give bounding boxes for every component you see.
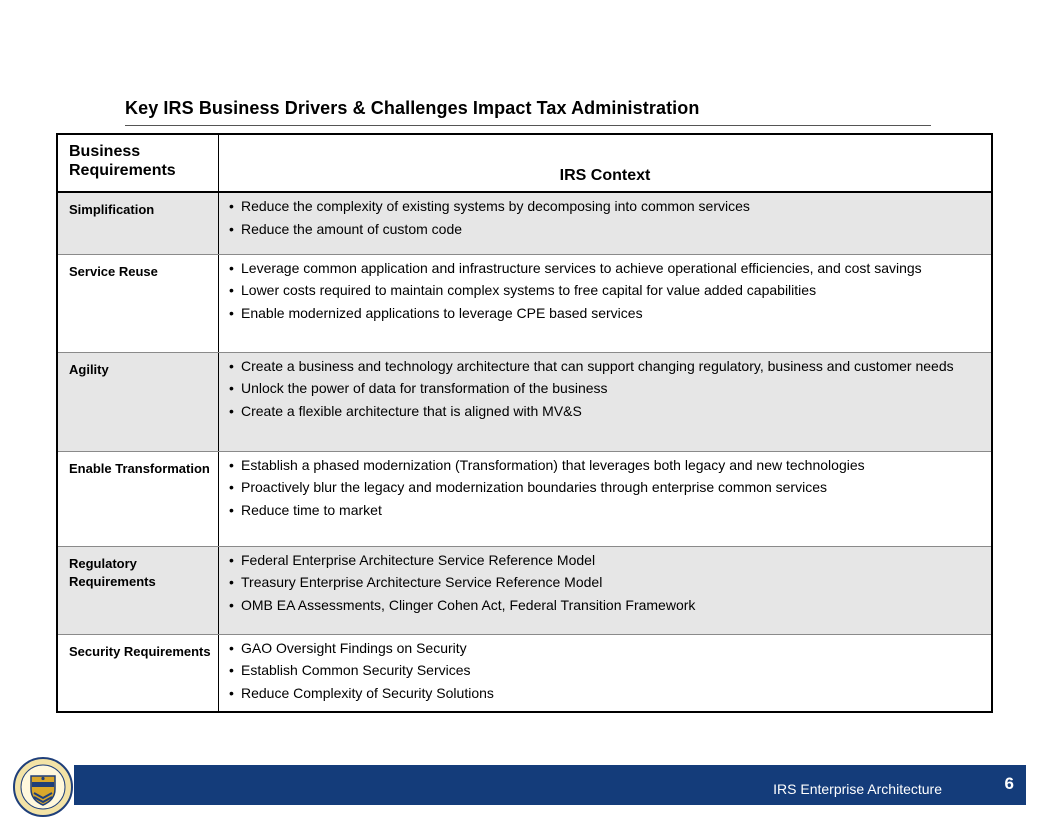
req-name-cell	[57, 352, 219, 451]
context-item: • Unlock the power of data for transformation of the business	[229, 380, 981, 398]
context-item: • Reduce the complexity of existing systems by decomposing into common services	[229, 198, 981, 216]
req-name: Service Reuse	[69, 263, 158, 279]
table-row	[57, 546, 992, 634]
footer-label: IRS Enterprise Architecture	[773, 781, 942, 797]
context-item: • Enable modernized applications to leverage CPE based services	[229, 305, 981, 323]
header-business-requirements: Business Requirements	[57, 134, 219, 192]
context-list	[219, 255, 991, 323]
req-context-cell	[219, 352, 993, 451]
req-context-cell	[219, 634, 993, 712]
header-irs-context: IRS Context	[219, 134, 993, 192]
req-name: Simplification	[69, 202, 155, 217]
table-header-row	[57, 134, 992, 192]
irs-seal-icon	[12, 756, 74, 818]
req-name-cell	[57, 546, 219, 634]
context-list	[219, 193, 991, 238]
context-item: • Proactively blur the legacy and modernization boundaries through enterprise common services	[229, 479, 981, 497]
table-row	[57, 451, 992, 546]
page-title: Key IRS Business Drivers & Challenges Impact Tax Administration	[125, 98, 700, 118]
table-row	[57, 254, 992, 352]
context-item: • Create a business and technology architecture that can support changing regulatory, business and customer needs	[229, 358, 981, 376]
req-context-cell	[219, 192, 993, 254]
req-name: Agility	[69, 361, 109, 377]
req-name-cell	[57, 634, 219, 712]
table-row	[57, 192, 992, 254]
context-item: • Reduce the amount of custom code	[229, 221, 981, 239]
context-item: • Create a flexible architecture that is aligned with MV&S	[229, 403, 981, 421]
footer-bar	[74, 765, 1026, 805]
page-number: 6	[1004, 774, 1014, 793]
context-item: • Treasury Enterprise Architecture Service Reference Model	[229, 574, 981, 592]
context-item: • Reduce Complexity of Security Solutions	[229, 685, 981, 703]
req-context-cell	[219, 546, 993, 634]
req-name-cell	[57, 192, 219, 254]
req-name: Security Requirements	[69, 643, 211, 659]
context-list	[219, 635, 991, 703]
req-name-cell	[57, 254, 219, 352]
context-item: • OMB EA Assessments, Clinger Cohen Act, Federal Transition Framework	[229, 597, 981, 615]
req-context-cell	[219, 254, 993, 352]
title-divider	[125, 125, 931, 126]
requirements-table	[56, 133, 993, 713]
context-item: • GAO Oversight Findings on Security	[229, 640, 981, 658]
context-list	[219, 547, 991, 615]
req-name: Regulatory Requirements	[69, 555, 156, 589]
context-list	[219, 353, 991, 421]
context-list	[219, 452, 991, 520]
context-item: • Reduce time to market	[229, 502, 981, 520]
context-item: • Lower costs required to maintain complex systems to free capital for value added capabilities	[229, 282, 981, 300]
table-row	[57, 352, 992, 451]
req-name: Enable Transformation	[69, 460, 210, 476]
context-item: • Federal Enterprise Architecture Service Reference Model	[229, 552, 981, 570]
context-item: • Leverage common application and infrastructure services to achieve operational efficiencies, and cost savings	[229, 260, 981, 278]
context-item: • Establish Common Security Services	[229, 662, 981, 680]
req-context-cell	[219, 451, 993, 546]
context-item: • Establish a phased modernization (Transformation) that leverages both legacy and new technologies	[229, 457, 981, 475]
table-row	[57, 634, 992, 712]
req-name-cell	[57, 451, 219, 546]
